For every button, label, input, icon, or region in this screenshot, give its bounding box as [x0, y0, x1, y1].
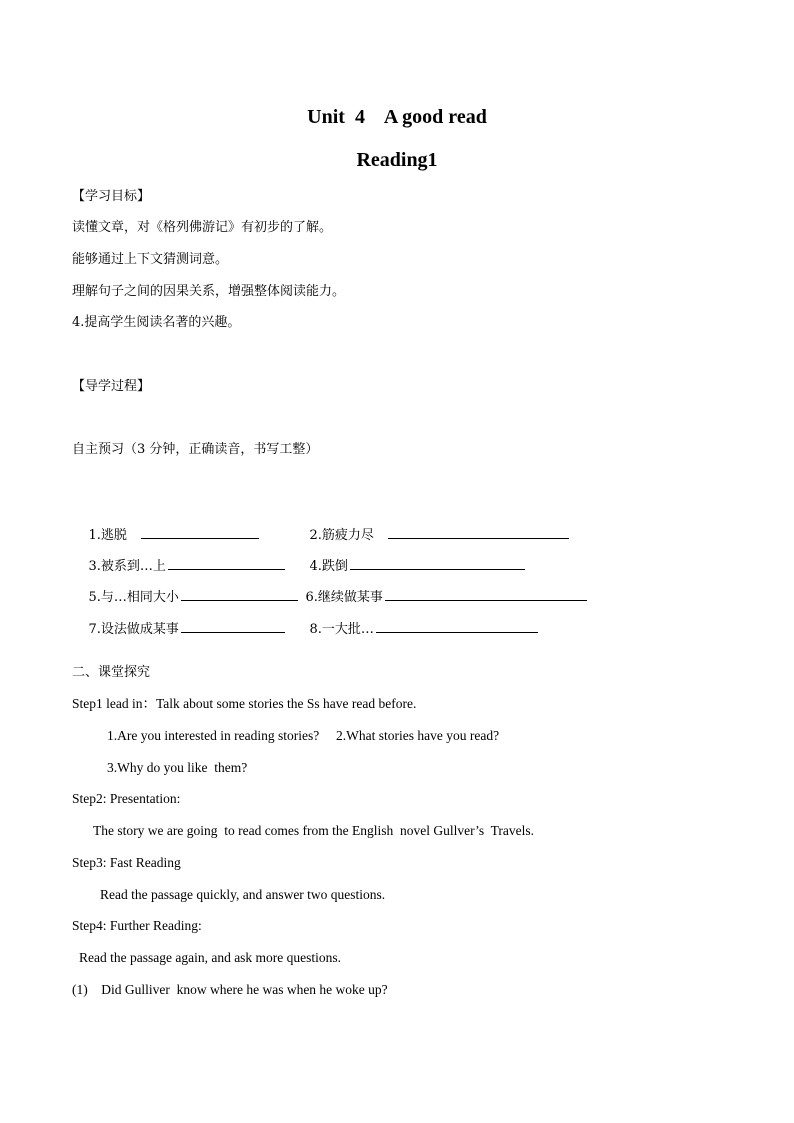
objective-item: 读懂文章，对《格列佛游记》有初步的了解。: [72, 220, 333, 235]
vocab-prompt: 2.筋疲力尽: [309, 528, 379, 543]
vocab-prompt: 4.跌倒: [309, 559, 348, 574]
answer-blank[interactable]: [385, 586, 587, 601]
answer-blank[interactable]: [181, 618, 285, 633]
objectives-heading: 【学习目标】: [72, 189, 151, 204]
instruction-text: Read the passage again, and ask more questions.: [79, 950, 342, 965]
vocab-prompt: 5.与…相同大小: [88, 590, 179, 605]
vocab-prompt: 8.一大批…: [309, 622, 374, 637]
objective-item: 理解句子之间的因果关系，增强整体阅读能力。: [72, 284, 346, 299]
objective-item: 4.提高学生阅读名著的兴趣。: [72, 315, 241, 330]
preview-intro: 自主预习（3 分钟，正确读音，书写工整）: [72, 442, 319, 457]
vocab-prompt: 7.设法做成某事: [88, 622, 179, 637]
vocab-prompt: 3.被系到…上: [88, 559, 166, 574]
vocab-prompt: 6.继续做某事: [305, 590, 383, 605]
question-line: 3.Why do you like them?: [107, 760, 248, 775]
question-line: (1) Did Gulliver know where he was when he woke up?: [72, 982, 388, 997]
instruction-text: Read the passage quickly, and answer two questions.: [100, 887, 386, 902]
vocab-item: [72, 600, 285, 657]
document-subtitle: Reading1: [356, 149, 438, 171]
document-title: Unit 4 A good read: [307, 106, 487, 128]
question-line: 1.Are you interested in reading stories? 2.What stories have you read?: [107, 728, 500, 743]
step-line: Step2: Presentation:: [72, 791, 181, 806]
vocab-item: [293, 600, 538, 657]
vocab-prompt: 1.逃脱: [88, 528, 132, 543]
explore-heading: 二、课堂探究: [72, 665, 151, 680]
step-line: Step1 lead in：Talk about some stories the Ss have read before.: [72, 696, 417, 711]
answer-blank[interactable]: [376, 618, 538, 633]
presentation-text: The story we are going to read comes from the English novel Gullver’s Travels.: [93, 823, 535, 838]
objective-item: 能够通过上下文猜测词意。: [72, 252, 229, 267]
process-heading: 【导学过程】: [72, 379, 151, 394]
step-line: Step4: Further Reading:: [72, 918, 202, 933]
step-line: Step3: Fast Reading: [72, 855, 181, 870]
answer-blank[interactable]: [181, 586, 298, 601]
